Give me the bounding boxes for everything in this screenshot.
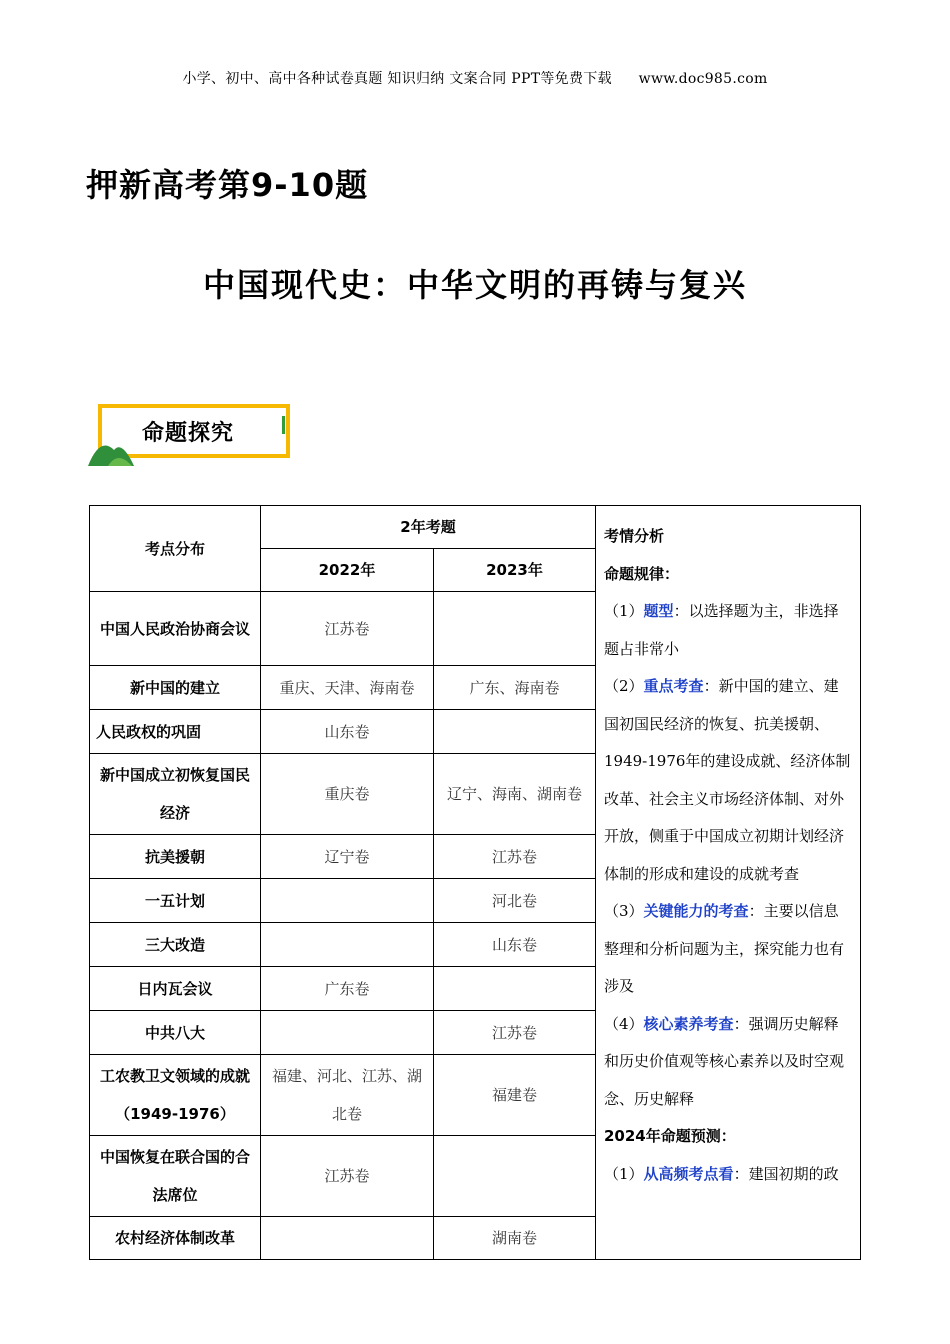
- table-cell-2022: 广东卷: [261, 967, 434, 1011]
- table-row-topic: 新中国的建立: [90, 666, 261, 710]
- forecast-title: 2024年命题预测：: [604, 1127, 736, 1145]
- table-cell-2023: [434, 710, 596, 754]
- table-row-topic: 日内瓦会议: [90, 967, 261, 1011]
- table-cell-2023: 江苏卷: [434, 835, 596, 879]
- analysis-point-1: （1）题型：以选择题为主，非选择题占非常小: [604, 602, 839, 658]
- table-cell-2023: 江苏卷: [434, 1011, 596, 1055]
- table-row-topic: 三大改造: [90, 923, 261, 967]
- hills-icon: [88, 428, 148, 468]
- page-subtitle: 中国现代史：中华文明的再铸与复兴: [202, 266, 747, 304]
- table-cell-2023: 湖南卷: [434, 1217, 596, 1260]
- rule-title: 命题规律：: [604, 564, 680, 583]
- header-two-years: 2年考题: [261, 506, 596, 549]
- analysis-point-4: （4）核心素养考查：强调历史解释和历史价值观等核心素养以及时空观念、历史解释: [604, 1014, 845, 1108]
- table-row-topic: 中国人民政治协商会议: [90, 592, 261, 666]
- table-row-topic: 人民政权的巩固: [90, 710, 261, 754]
- table-cell-2023: [434, 1136, 596, 1217]
- table-cell-2023: 河北卷: [434, 879, 596, 923]
- table-cell-2022: [261, 1217, 434, 1260]
- table-cell-2022: 山东卷: [261, 710, 434, 754]
- page-title: 押新高考第9-10题: [86, 166, 369, 204]
- header-topic: 考点分布: [90, 506, 261, 592]
- badge-accent-mark: [282, 416, 285, 434]
- badge-label: 命题探究: [142, 421, 235, 446]
- table-row-topic: 一五计划: [90, 879, 261, 923]
- header-2022: 2022年: [261, 549, 434, 592]
- table-cell-2022: [261, 1011, 434, 1055]
- table-cell-2022: 辽宁卷: [261, 835, 434, 879]
- page-header: [0, 68, 950, 88]
- table-cell-2023: 福建卷: [434, 1055, 596, 1136]
- table-row-topic: 新中国成立初恢复国民经济: [90, 754, 261, 835]
- header-site-link[interactable]: www.doc985.com: [638, 71, 768, 87]
- analysis-point-3: （3）关键能力的考查：主要以信息整理和分析问题为主，探究能力也有涉及: [604, 902, 845, 995]
- analysis-cell: [596, 506, 861, 1260]
- analysis-title: 考情分析: [604, 527, 665, 545]
- table-cell-2022: 重庆卷: [261, 754, 434, 835]
- table-cell-2023: [434, 592, 596, 666]
- table-cell-2023: 广东、海南卷: [434, 666, 596, 710]
- section-badge: [88, 400, 298, 468]
- table-cell-2023: [434, 967, 596, 1011]
- table-row-topic: 中国恢复在联合国的合法席位: [90, 1136, 261, 1217]
- exam-table: [89, 505, 861, 1260]
- forecast-point-1: （1）从高频考点看：建国初期的政: [604, 1164, 839, 1183]
- analysis-point-2: （2）重点考查：新中国的建立、建国初国民经济的恢复、抗美援朝、1949-1976年的建设成就、经济体制改革、社会主义市场经济体制、对外开放，侧重于中国成立初期计划经济体制的形成和建设的成就考查: [604, 677, 851, 883]
- table-row-topic: 中共八大: [90, 1011, 261, 1055]
- table-cell-2022: [261, 923, 434, 967]
- table-cell-2022: 福建、河北、江苏、湖北卷: [261, 1055, 434, 1136]
- table-cell-2023: 辽宁、海南、湖南卷: [434, 754, 596, 835]
- table-row-topic: 抗美援朝: [90, 835, 261, 879]
- header-2023: 2023年: [434, 549, 596, 592]
- table-cell-2023: 山东卷: [434, 923, 596, 967]
- table-cell-2022: 江苏卷: [261, 1136, 434, 1217]
- header-text: 小学、初中、高中各种试卷真题 知识归纳 文案合同 PPT等免费下载: [182, 71, 612, 87]
- table-cell-2022: 江苏卷: [261, 592, 434, 666]
- table-cell-2022: [261, 879, 434, 923]
- table-row-topic: 农村经济体制改革: [90, 1217, 261, 1260]
- table-cell-2022: 重庆、天津、海南卷: [261, 666, 434, 710]
- table-row-topic: 工农教卫文领域的成就（1949-1976）: [90, 1055, 261, 1136]
